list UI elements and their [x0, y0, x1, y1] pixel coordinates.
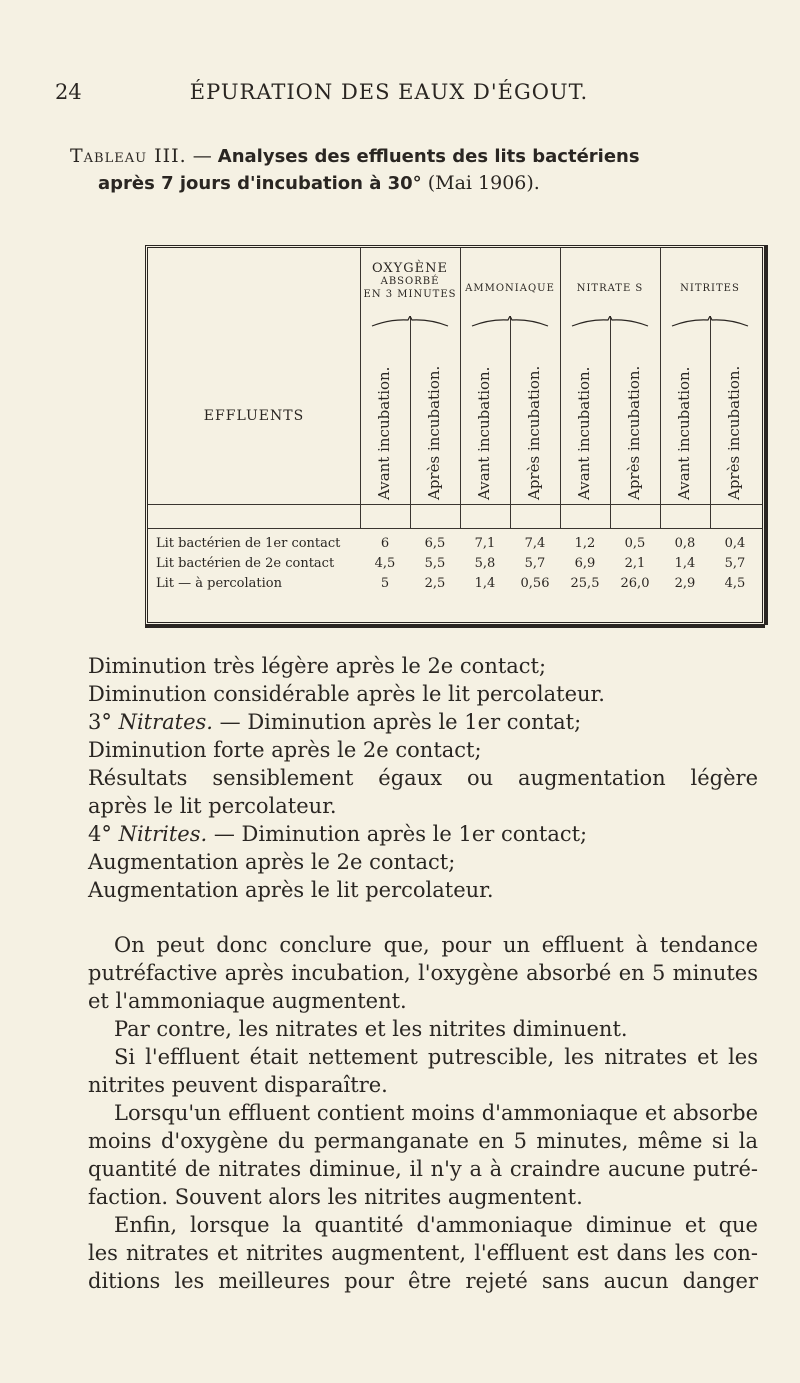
subheader: Après incubation. [525, 365, 543, 500]
item-number: 3° [88, 710, 112, 734]
divider [510, 316, 511, 528]
header-rule [148, 504, 762, 505]
paragraph [88, 1211, 758, 1295]
table-cell: 0,5 [624, 536, 646, 551]
table-cell: 2,5 [424, 576, 446, 591]
subheader: Avant incubation. [475, 366, 493, 500]
table-cell: 5,8 [474, 556, 496, 571]
caption-dash: — [192, 145, 212, 167]
subheader: Après incubation. [625, 365, 643, 500]
text-line: Par contre, les nitrates et les nitrites diminuent. [114, 1017, 628, 1041]
page-header [55, 80, 723, 116]
body-rule [148, 528, 762, 529]
table-cell: 5,5 [424, 556, 446, 571]
table-cell: 0,56 [520, 576, 550, 591]
table-cell: 1,2 [574, 536, 596, 551]
effluents-header: EFFLUENTS [203, 408, 305, 424]
text-line: les nitrates et nitrites augmentent, l'effluent est dans les con- [88, 1241, 758, 1265]
body-text [88, 652, 758, 1295]
table-cell: 0,8 [674, 536, 696, 551]
item-title: Nitrites. [118, 822, 208, 846]
text-line: Si l'effluent était nettement putrescible, les nitrates et les [114, 1045, 758, 1069]
subheader: Avant incubation. [575, 366, 593, 500]
table-cell: 4,5 [374, 556, 396, 571]
table-cell: 0,4 [724, 536, 746, 551]
table-cell: 2,1 [624, 556, 646, 571]
text-line: nitrites peuvent disparaître. [88, 1073, 388, 1097]
brace [470, 316, 550, 328]
text-line: Résultats sensiblement égaux ou augmentation légère [88, 766, 758, 790]
text-line: quantité de nitrates diminue, il n'y a à craindre aucune putré- [88, 1157, 758, 1181]
item-nitrates [88, 708, 758, 736]
text-line: Diminution forte après le 2e contact; [88, 738, 482, 762]
table-cell: 26,0 [620, 576, 650, 591]
paragraph [88, 1015, 758, 1043]
subheader: Avant incubation. [675, 366, 693, 500]
table-cell: 4,5 [724, 576, 746, 591]
text-line: Lorsqu'un effluent contient moins d'ammoniaque et absorbe [114, 1101, 758, 1125]
text-line: Diminution très légère après le 2e contact; [88, 654, 547, 678]
brace [370, 316, 450, 328]
divider [610, 316, 611, 528]
paragraph [88, 1099, 758, 1211]
text-line: On peut donc conclure que, pour un effluent à tendance [114, 933, 758, 957]
text-line: putréfactive après incubation, l'oxygène absorbé en 5 minutes [88, 961, 758, 985]
table-cell: 5,7 [524, 556, 546, 571]
row-label: Lit bactérien de 2e contact [156, 556, 335, 571]
text-line: faction. Souvent alors les nitrites augmentent. [88, 1185, 583, 1209]
subheader: Après incubation. [725, 365, 743, 500]
text-line: Augmentation après le lit percolateur. [88, 878, 494, 902]
text-line: après le lit percolateur. [88, 794, 337, 818]
table-cell: 5,7 [724, 556, 746, 571]
table-cell: 2,9 [674, 576, 696, 591]
caption-title-line2: après 7 jours d'incubation à 30° [98, 173, 422, 194]
text-line: et l'ammoniaque augmentent. [88, 989, 407, 1013]
table-shadow-right [765, 245, 768, 625]
subheader: Après incubation. [425, 365, 443, 500]
running-title: ÉPURATION DES EAUX D'ÉGOUT. [189, 80, 589, 104]
paragraph [88, 931, 758, 1015]
table-cell: 6,5 [424, 536, 446, 551]
subheader: Avant incubation. [375, 366, 393, 500]
item-number: 4° [88, 822, 112, 846]
group-header-nitrites: NITRITES [680, 283, 740, 294]
brace [570, 316, 650, 328]
data-table [145, 245, 765, 625]
text-line: moins d'oxygène du permanganate en 5 minutes, même si la [88, 1129, 758, 1153]
item-text: — Diminution après le 1er contact; [213, 822, 588, 846]
group-header-nitrates: NITRATE S [576, 283, 644, 294]
caption-title-line1: Analyses des effluents des lits bactériens [217, 146, 640, 167]
row-label: Lit — à percolation [156, 576, 282, 591]
table-cell: 1,4 [474, 576, 496, 591]
page-number: 24 [55, 80, 82, 104]
table-cell: 5 [380, 576, 390, 591]
table-cell: 7,4 [524, 536, 546, 551]
table-cell: 6,9 [574, 556, 596, 571]
brace [670, 316, 750, 328]
table-caption [70, 143, 750, 197]
text-line: Diminution considérable après le lit percolateur. [88, 682, 605, 706]
caption-label: Tableau III. [70, 145, 187, 167]
table-cell: 7,1 [474, 536, 496, 551]
divider [410, 316, 411, 528]
item-text: — Diminution après le 1er contat; [219, 710, 582, 734]
table-cell: 1,4 [674, 556, 696, 571]
row-label: Lit bactérien de 1er contact [156, 536, 341, 551]
paragraph [88, 1043, 758, 1099]
caption-date: (Mai 1906). [427, 172, 540, 194]
group-header-ammoniaque: AMMONIAQUE [465, 283, 555, 294]
item-title: Nitrates. [118, 710, 213, 734]
table-shadow-bottom [145, 625, 765, 628]
text-line: Enfin, lorsque la quantité d'ammoniaque diminue et que [114, 1213, 758, 1237]
item-nitrites [88, 820, 758, 848]
text-line: Augmentation après le 2e contact; [88, 850, 456, 874]
table-cell: 6 [380, 536, 390, 551]
text-line: ditions les meilleures pour être rejeté sans aucun danger [88, 1269, 758, 1293]
group-header-oxygene: OXYGÈNE ABSORBÉ EN 3 MINUTES [363, 261, 457, 300]
table-cell: 25,5 [570, 576, 600, 591]
divider [710, 316, 711, 528]
